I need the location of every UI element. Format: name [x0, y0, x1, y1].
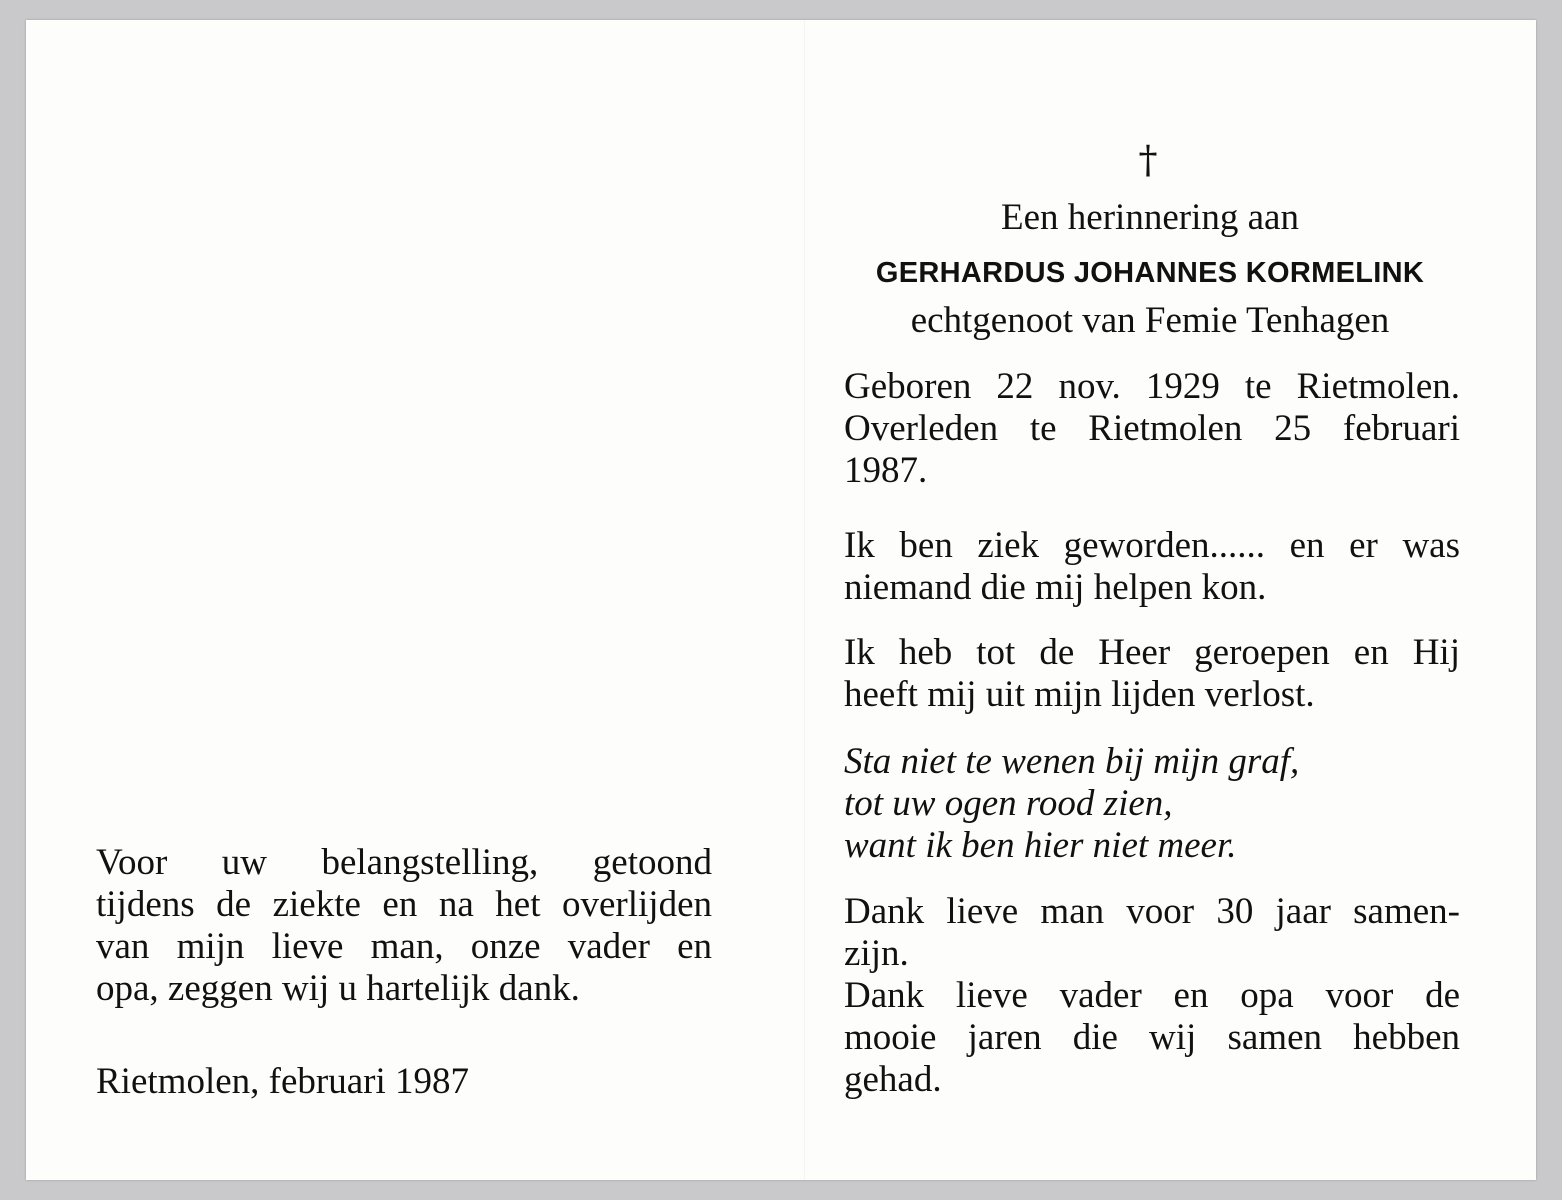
gratitude-block — [844, 891, 1460, 1101]
thanks-block — [96, 842, 712, 1010]
gratitude-line: mooie jaren die wij samen hebben — [844, 1017, 1460, 1058]
thanks-line: opa, zeggen wij u hartelijk dank. — [96, 968, 580, 1009]
poem — [844, 741, 1460, 867]
card-fold — [804, 20, 805, 1180]
verse-line: Ik heb tot de Heer geroepen en Hij — [844, 632, 1460, 673]
place-date: Rietmolen, februari 1987 — [96, 1061, 469, 1102]
death-line: Overleden te Rietmolen 25 februari — [844, 408, 1460, 449]
gratitude-line: Dank lieve vader en opa voor de — [844, 975, 1460, 1016]
heading: Een herinnering aan — [1001, 197, 1299, 238]
verse-line: niemand die mij helpen kon. — [844, 567, 1267, 608]
poem-line: tot uw ogen rood zien, — [844, 783, 1173, 824]
verse-line: heeft mij uit mijn lijden verlost. — [844, 674, 1315, 715]
cross-icon: † — [1138, 138, 1158, 182]
spouse-line: echtgenoot van Femie Tenhagen — [910, 300, 1390, 341]
dates-block — [844, 366, 1460, 492]
thanks-line: tijdens de ziekte en na het overlijden — [96, 884, 712, 925]
birth-line: Geboren 22 nov. 1929 te Rietmolen. — [844, 366, 1460, 407]
verse-prayer — [844, 632, 1460, 716]
death-year-line: 1987. — [844, 450, 928, 491]
thanks-line: Voor uw belangstelling, getoond — [96, 842, 712, 883]
gratitude-line: zijn. — [844, 933, 909, 974]
poem-line: Sta niet te wenen bij mijn graf, — [844, 741, 1300, 782]
gratitude-line: gehad. — [844, 1059, 942, 1100]
verse-illness — [844, 525, 1460, 609]
thanks-line: van mijn lieve man, onze vader en — [96, 926, 712, 967]
deceased-name: GERHARDUS JOHANNES KORMELINK — [875, 257, 1425, 289]
poem-line: want ik ben hier niet meer. — [844, 825, 1237, 866]
verse-line: Ik ben ziek geworden...... en er was — [844, 525, 1460, 566]
gratitude-line: Dank lieve man voor 30 jaar samen- — [844, 891, 1460, 932]
